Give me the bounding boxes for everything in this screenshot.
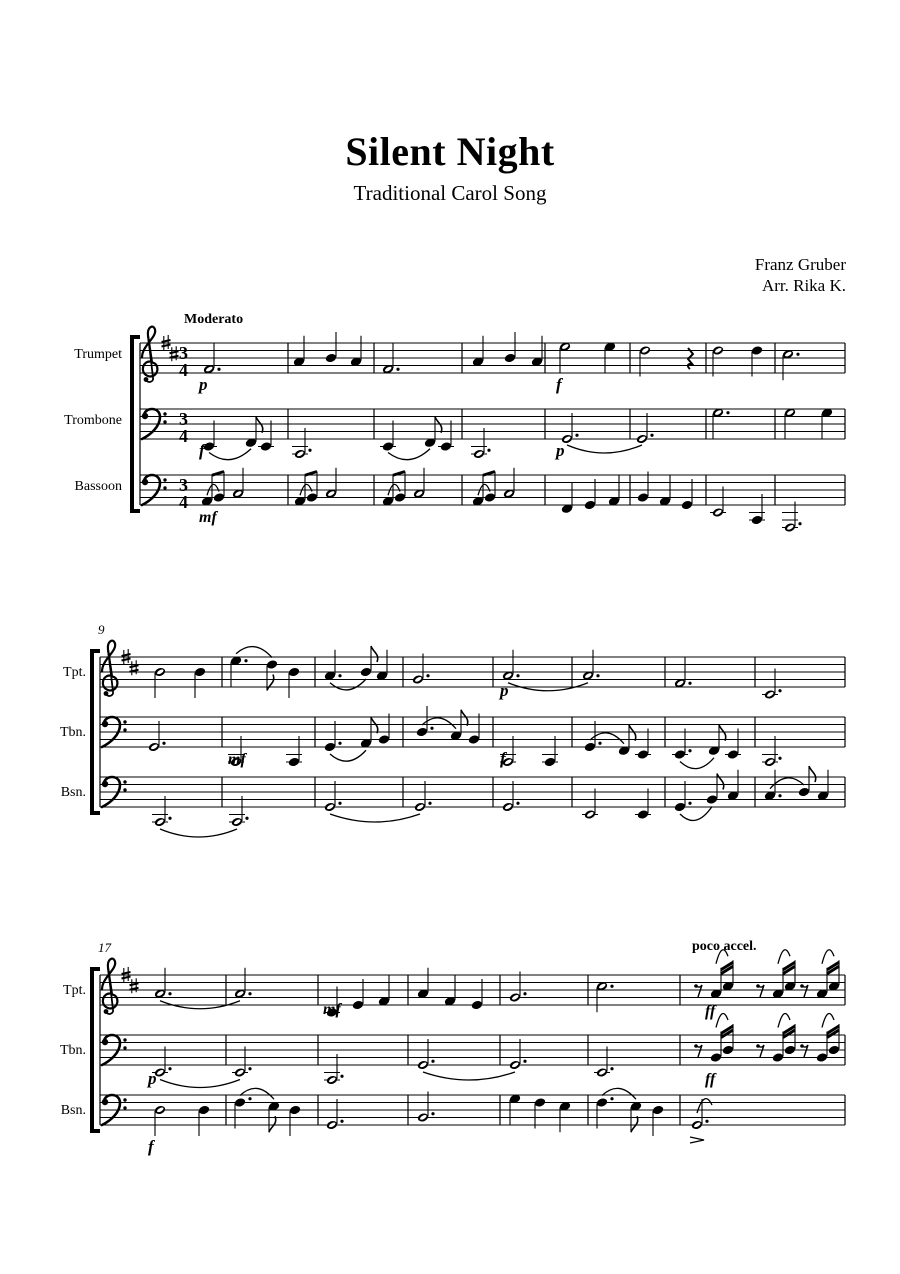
slur: [680, 807, 712, 821]
svg-text:3: 3: [179, 343, 188, 363]
half-note: [324, 802, 337, 813]
half-note: [712, 507, 725, 518]
augmentation-dot: [248, 1097, 251, 1100]
flag: [269, 1116, 276, 1132]
quarter-note: [234, 1097, 247, 1108]
sharp-c: [130, 660, 139, 675]
augmentation-dot: [726, 411, 729, 414]
dynamic-p: p: [199, 375, 208, 394]
treble-clef: [102, 641, 117, 696]
dynamic-ff: ff: [705, 1071, 716, 1088]
quarter-note: [828, 1045, 841, 1056]
dynamic-f: f: [556, 375, 562, 394]
augmentation-dot: [340, 1075, 343, 1078]
half-note: [154, 817, 167, 828]
half-note: [712, 345, 725, 356]
quarter-note: [288, 667, 301, 678]
eighth-rest: [756, 984, 764, 997]
eighth-rest: [694, 1044, 702, 1057]
flag: [629, 725, 636, 741]
svg-text:4: 4: [179, 426, 188, 446]
half-note: [326, 1075, 339, 1086]
half-note: [764, 757, 777, 768]
quarter-note: [260, 441, 273, 452]
quarter-note: [360, 667, 373, 678]
dynamic-p: p: [148, 1069, 157, 1088]
augmentation-dot: [516, 674, 519, 677]
half-note: [414, 802, 427, 813]
augmentation-dot: [796, 353, 799, 356]
slur: [160, 1080, 240, 1088]
quarter-note: [584, 742, 597, 753]
quarter-note: [798, 787, 811, 798]
half-note: [509, 1060, 522, 1071]
augmentation-dot: [430, 727, 433, 730]
half-note: [417, 1060, 430, 1071]
svg-text:4: 4: [179, 360, 188, 380]
label-trumpet: Trumpet: [74, 347, 122, 362]
dynamic-p: p: [500, 681, 509, 700]
augmentation-dot: [340, 1120, 343, 1123]
quarter-note: [784, 1045, 797, 1056]
quarter-note: [325, 353, 338, 364]
augmentation-dot: [431, 1112, 434, 1115]
quarter-note: [440, 441, 453, 452]
half-note: [502, 802, 515, 813]
quarter-note: [652, 1105, 665, 1116]
half-note: [473, 449, 486, 460]
arranger-name: Arr. Rika K.: [761, 276, 846, 295]
quarter-note: [710, 1052, 723, 1063]
label-tbn-2: Tbn.: [59, 725, 86, 740]
slur: [330, 679, 366, 690]
augmentation-dot: [168, 1067, 171, 1070]
quarter-note: [637, 809, 650, 820]
quarter-note: [198, 1105, 211, 1116]
augmentation-dot: [523, 992, 526, 995]
augmentation-dot: [610, 1097, 613, 1100]
augmentation-dot: [431, 1060, 434, 1063]
composer-name: Franz Gruber: [754, 255, 846, 274]
augmentation-dot: [598, 742, 601, 745]
eighth-rest: [800, 1044, 808, 1057]
quarter-note: [324, 742, 337, 753]
system-1: [132, 327, 845, 533]
augmentation-dot: [396, 368, 399, 371]
flag: [719, 725, 726, 741]
score-title: Silent Night: [345, 129, 555, 174]
augmentation-dot: [244, 659, 247, 662]
augmentation-dot: [778, 794, 781, 797]
dynamic-mf: mf: [199, 509, 217, 526]
quarter-note: [751, 515, 764, 526]
flag: [461, 710, 468, 726]
half-note: [691, 1120, 704, 1131]
flag: [717, 774, 724, 790]
flag: [809, 766, 816, 782]
time-signature-bassoon: [179, 475, 188, 512]
augmentation-dot: [217, 368, 220, 371]
quarter-note: [674, 749, 687, 760]
augmentation-dot: [168, 992, 171, 995]
augmentation-dot: [338, 742, 341, 745]
quarter-note: [504, 353, 517, 364]
dynamic-f: f: [500, 749, 506, 768]
dynamic-mf: mf: [228, 751, 246, 768]
slur: [330, 750, 366, 761]
slur: [240, 1088, 274, 1099]
quarter-note: [484, 492, 497, 503]
label-bsn-2: Bsn.: [60, 785, 86, 800]
quarter-note: [722, 1045, 735, 1056]
quarter-note: [378, 734, 391, 745]
slur: [602, 1088, 636, 1099]
system-bracket: [132, 337, 140, 511]
augmentation-dot: [487, 449, 490, 452]
quarter-note: [288, 757, 301, 768]
half-note: [234, 1067, 247, 1078]
quarter-note: [394, 492, 407, 503]
half-note: [584, 809, 597, 820]
quarter-note: [382, 441, 395, 452]
dynamic-f: f: [148, 1137, 154, 1156]
augmentation-dot: [610, 985, 613, 988]
half-note: [154, 667, 167, 678]
half-note: [509, 992, 522, 1003]
dynamic-p: p: [556, 441, 565, 460]
flag: [371, 646, 378, 662]
augmentation-dot: [650, 434, 653, 437]
augmentation-dot: [688, 682, 691, 685]
slur: [423, 1072, 515, 1080]
slur: [778, 950, 790, 964]
half-note: [154, 1105, 167, 1116]
augmentation-dot: [523, 1060, 526, 1063]
slur: [778, 1014, 790, 1028]
augmentation-dot: [245, 817, 248, 820]
augmentation-dot: [338, 802, 341, 805]
half-note: [764, 689, 777, 700]
augmentation-dot: [688, 749, 691, 752]
slur: [567, 445, 642, 453]
svg-text:3: 3: [179, 409, 188, 429]
augmentation-dot: [688, 802, 691, 805]
quarter-note: [706, 794, 719, 805]
label-tpt-3: Tpt.: [63, 983, 86, 998]
slur: [160, 829, 237, 837]
label-trombone: Trombone: [64, 413, 122, 428]
augmentation-dot: [705, 1120, 708, 1123]
augmentation-dot: [575, 434, 578, 437]
svg-text:3: 3: [179, 475, 188, 495]
quarter-note: [544, 757, 557, 768]
augmentation-dot: [308, 449, 311, 452]
augmentation-dot: [596, 674, 599, 677]
flag: [267, 675, 274, 691]
quarter-note: [289, 1105, 302, 1116]
quarter-note: [772, 1052, 785, 1063]
quarter-note: [674, 802, 687, 813]
svg-text:4: 4: [179, 492, 188, 512]
half-note: [326, 1120, 339, 1131]
quarter-note: [416, 727, 429, 738]
augmentation-dot: [428, 802, 431, 805]
eighth-rest: [756, 1044, 764, 1057]
half-note: [231, 817, 244, 828]
augmentation-dot: [426, 674, 429, 677]
system-bracket: [92, 651, 100, 813]
quarter-note: [471, 1000, 484, 1011]
quarter-note: [681, 500, 694, 511]
slur: [388, 449, 430, 460]
augmentation-dot: [162, 742, 165, 745]
system-bracket: [92, 969, 100, 1131]
half-note: [596, 1067, 609, 1078]
dynamic-f: f: [199, 441, 205, 460]
half-note: [294, 449, 307, 460]
augmentation-dot: [778, 757, 781, 760]
quarter-note: [194, 667, 207, 678]
treble-clef: [142, 327, 157, 382]
half-note: [148, 742, 161, 753]
flag: [256, 417, 263, 433]
augmentation-dot: [798, 522, 801, 525]
quarter-note: [213, 492, 226, 503]
quarter-note: [637, 492, 650, 503]
quarter-note: [816, 1052, 829, 1063]
quarter-note: [266, 659, 279, 670]
sharp-c: [130, 978, 139, 993]
slur: [236, 647, 272, 658]
system-3: [92, 950, 845, 1143]
augmentation-dot: [516, 802, 519, 805]
augmentation-dot: [248, 1067, 251, 1070]
augmentation-dot: [610, 1067, 613, 1070]
measure-number-9: 9: [98, 622, 105, 637]
augmentation-dot: [778, 689, 781, 692]
treble-clef: [102, 959, 117, 1014]
half-note: [784, 522, 797, 533]
quarter-note: [534, 1097, 547, 1108]
augmentation-dot: [338, 674, 341, 677]
slur: [822, 950, 834, 964]
label-tpt-2: Tpt.: [63, 665, 86, 680]
slur: [697, 1099, 712, 1113]
quarter-note: [727, 749, 740, 760]
sharp-c: [170, 346, 179, 361]
half-note: [636, 434, 649, 445]
dynamic-mf: mf: [323, 1001, 341, 1018]
half-note: [417, 1112, 430, 1123]
eighth-rest: [694, 984, 702, 997]
label-bsn-3: Bsn.: [60, 1103, 86, 1118]
quarter-note: [468, 734, 481, 745]
flag: [371, 717, 378, 733]
eighth-rest: [800, 984, 808, 997]
measure-number-17: 17: [98, 940, 111, 955]
augmentation-dot: [248, 992, 251, 995]
slur: [716, 1014, 728, 1028]
quarter-note: [596, 1097, 609, 1108]
dynamic-ff: ff: [705, 1003, 716, 1020]
quarter-note: [637, 749, 650, 760]
label-tbn-3: Tbn.: [59, 1043, 86, 1058]
slur: [822, 1014, 834, 1028]
slur: [330, 814, 420, 822]
flag: [435, 417, 442, 433]
slur: [209, 449, 251, 460]
quarter-note: [584, 500, 597, 511]
system-2: [92, 641, 845, 837]
accent-mark: [690, 1137, 704, 1143]
quarter-note: [352, 1000, 365, 1011]
half-note: [412, 674, 425, 685]
time-signature-trombone: [179, 409, 188, 446]
half-note: [639, 345, 652, 356]
flag: [631, 1116, 638, 1132]
label-bassoon: Bassoon: [74, 479, 122, 494]
tempo-marking: Moderato: [184, 312, 244, 327]
time-signature-trumpet: [179, 343, 188, 380]
tempo-change-marking: poco accel.: [692, 939, 757, 954]
augmentation-dot: [168, 817, 171, 820]
slur: [680, 758, 714, 769]
score-subtitle: Traditional Carol Song: [353, 181, 547, 205]
quarter-note: [306, 492, 319, 503]
quarter-note: [751, 345, 764, 356]
